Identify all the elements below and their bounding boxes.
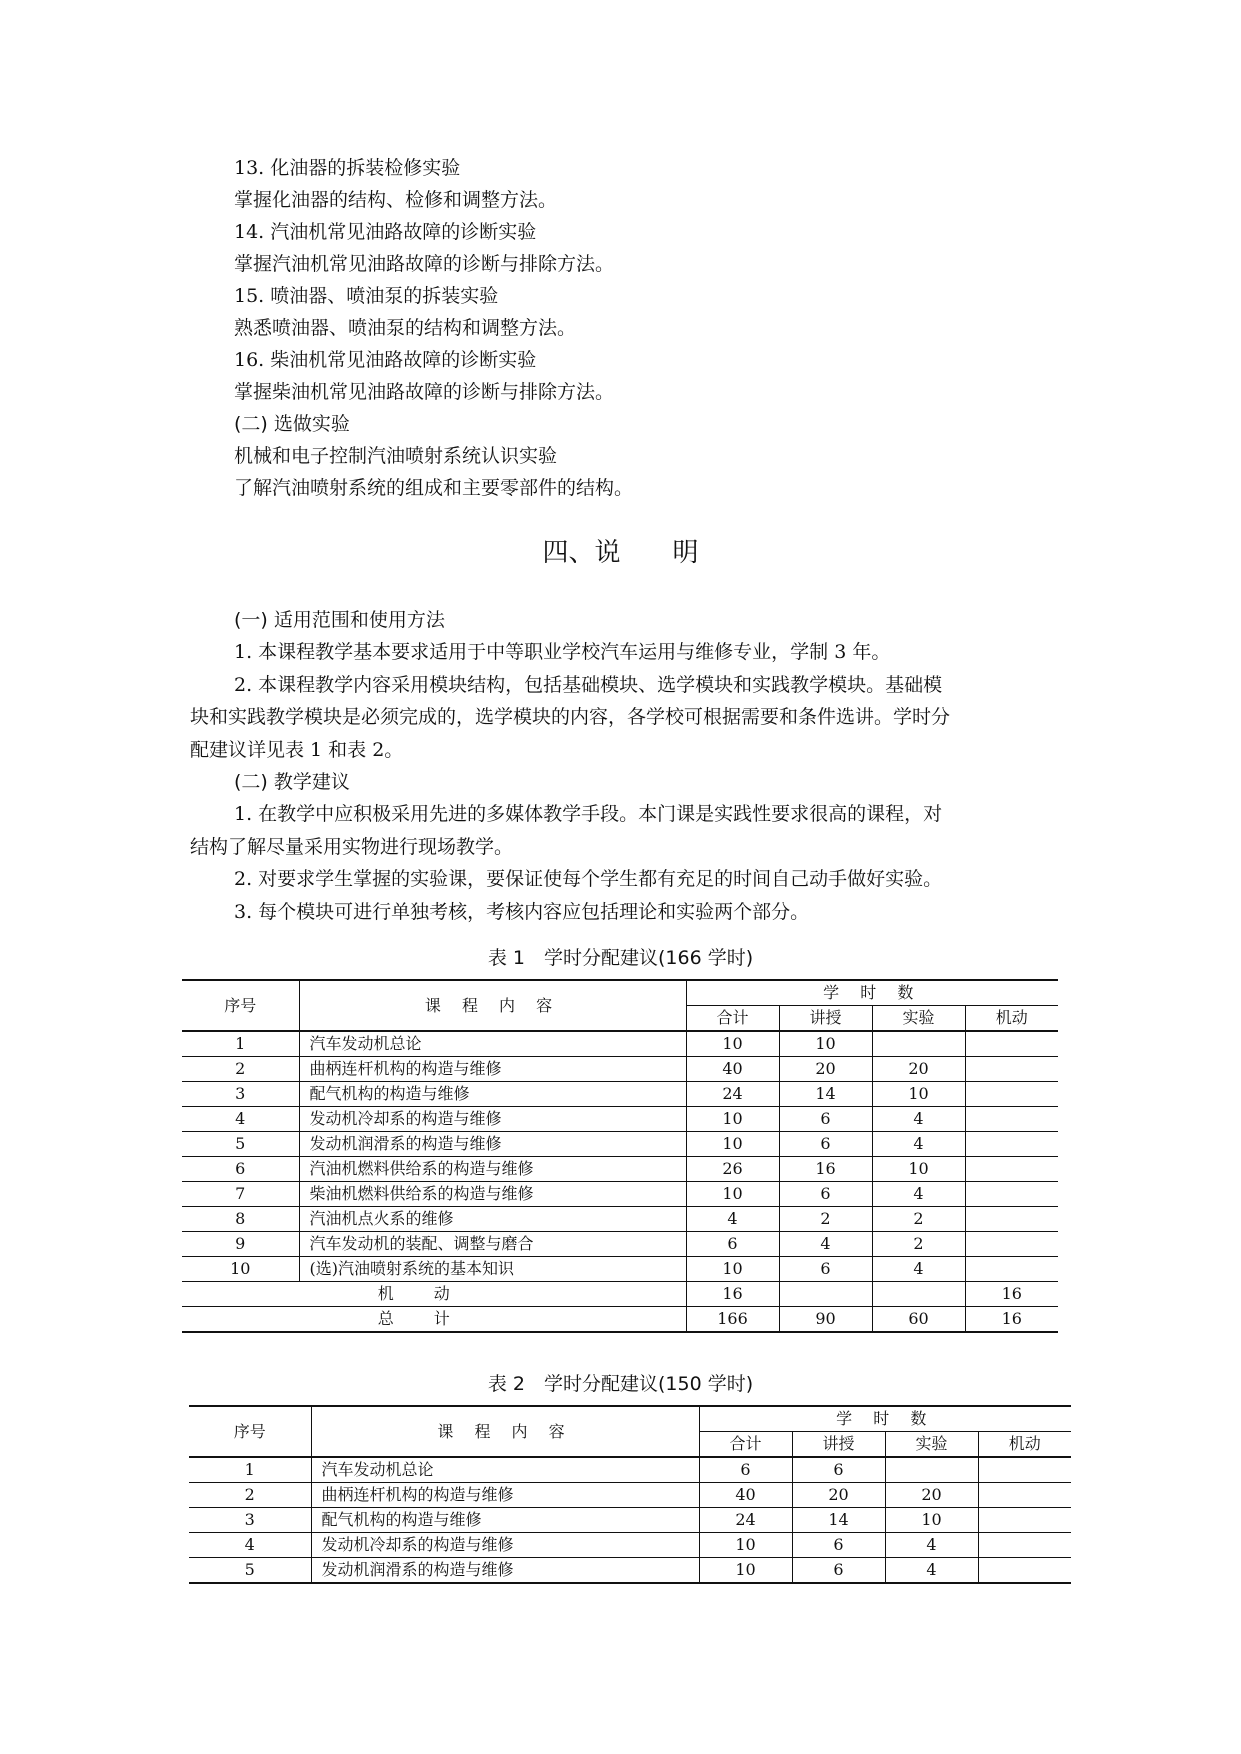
subsection-heading: (二) 教学建议 [234, 771, 350, 793]
table-cell [965, 1257, 1058, 1282]
table-cell [965, 1207, 1058, 1232]
header-total: 合计 [686, 1006, 779, 1032]
table-cell: 40 [686, 1057, 779, 1082]
text-line: 3. 每个模块可进行单独考核，考核内容应包括理论和实验两个部分。 [234, 900, 810, 923]
table-row [189, 1483, 1071, 1508]
table-row [182, 1157, 1058, 1182]
text-line: 掌握化油器的结构、检修和调整方法。 [234, 189, 558, 211]
table-cell: 4 [686, 1207, 779, 1232]
table-cell: 10 [872, 1082, 965, 1107]
table-row [182, 1132, 1058, 1157]
table-cell: 4 [872, 1132, 965, 1157]
table-cell: 10 [182, 1257, 299, 1282]
table-cell: 24 [699, 1508, 792, 1533]
header-lab: 实验 [885, 1432, 978, 1458]
table-cell: 曲柄连杆机构的构造与维修 [299, 1057, 686, 1082]
table-cell: 20 [779, 1057, 872, 1082]
table-cell: 10 [686, 1107, 779, 1132]
table-cell: 发动机冷却系的构造与维修 [311, 1533, 699, 1558]
table-cell: 6 [779, 1107, 872, 1132]
table-cell: 10 [699, 1533, 792, 1558]
table-cell: 汽车发动机总论 [311, 1457, 699, 1483]
header-lecture: 讲授 [779, 1006, 872, 1032]
table-cell [978, 1558, 1071, 1584]
table-cell: 6 [699, 1457, 792, 1483]
table-cell: 60 [872, 1307, 965, 1333]
table-cell: 4 [885, 1558, 978, 1584]
header-flex: 机动 [978, 1432, 1071, 1458]
table-cell: 4 [779, 1232, 872, 1257]
table-cell: 总计 [182, 1307, 686, 1333]
table-cell: 10 [699, 1558, 792, 1584]
table-cell: 4 [885, 1533, 978, 1558]
table-cell [965, 1157, 1058, 1182]
table-cell: 配气机构的构造与维修 [299, 1082, 686, 1107]
table-cell: 机动 [182, 1282, 686, 1307]
table-cell: 14 [779, 1082, 872, 1107]
total-row [182, 1307, 1058, 1333]
table-cell: 20 [872, 1057, 965, 1082]
header-content: 课 程 内 容 [299, 980, 686, 1031]
header-no: 序号 [189, 1406, 311, 1457]
header-lab: 实验 [872, 1006, 965, 1032]
text-line: 2. 本课程教学内容采用模块结构，包括基础模块、选学模块和实践教学模块。基础模 [234, 673, 943, 696]
table-cell: 2 [779, 1207, 872, 1232]
table-row [182, 1057, 1058, 1082]
table-cell: 6 [792, 1558, 885, 1584]
text-line: 掌握汽油机常见油路故障的诊断与排除方法。 [234, 253, 615, 275]
table-cell: 4 [872, 1257, 965, 1282]
table-cell: 汽油机燃料供给系的构造与维修 [299, 1157, 686, 1182]
table-cell [978, 1457, 1071, 1483]
table-cell [978, 1533, 1071, 1558]
table-row [189, 1457, 1071, 1483]
table-cell: 4 [872, 1182, 965, 1207]
text-line: 熟悉喷油器、喷油泵的结构和调整方法。 [234, 317, 577, 339]
table-cell: 8 [182, 1207, 299, 1232]
subsection-heading: (二) 选做实验 [234, 413, 350, 435]
table-cell: 2 [872, 1207, 965, 1232]
table-cell: 6 [779, 1132, 872, 1157]
table-cell: 10 [686, 1031, 779, 1057]
header-hours: 学 时 数 [686, 980, 1058, 1006]
text-line: 1. 在教学中应积极采用先进的多媒体教学手段。本门课是实践性要求很高的课程，对 [234, 803, 943, 826]
table-cell: 发动机润滑系的构造与维修 [311, 1558, 699, 1584]
table1 [182, 979, 1058, 1333]
table-cell: 4 [872, 1107, 965, 1132]
table-cell: 20 [792, 1483, 885, 1508]
table-row [182, 1182, 1058, 1207]
table-cell: 9 [182, 1232, 299, 1257]
table-cell [965, 1107, 1058, 1132]
table-cell [965, 1232, 1058, 1257]
text-line: 15. 喷油器、喷油泵的拆装实验 [234, 285, 499, 307]
table-cell: 6 [779, 1257, 872, 1282]
table-cell: 16 [686, 1282, 779, 1307]
text-line: 块和实践教学模块是必须完成的，选学模块的内容，各学校可根据需要和条件选讲。学时分 [190, 706, 951, 729]
text-line: 配建议详见表 1 和表 2。 [190, 738, 404, 761]
table-cell [978, 1508, 1071, 1533]
table-cell: 16 [965, 1307, 1058, 1333]
table-cell: 10 [779, 1031, 872, 1057]
table-row [189, 1508, 1071, 1533]
table-cell: 2 [182, 1057, 299, 1082]
table-cell [872, 1282, 965, 1307]
table-cell [965, 1082, 1058, 1107]
table-cell: 6 [686, 1232, 779, 1257]
table-cell [872, 1031, 965, 1057]
table-row [182, 1207, 1058, 1232]
table-cell: 5 [182, 1132, 299, 1157]
header-flex: 机动 [965, 1006, 1058, 1032]
table-cell: 5 [189, 1558, 311, 1584]
table-cell [978, 1483, 1071, 1508]
table-cell: 14 [792, 1508, 885, 1533]
table-cell: 40 [699, 1483, 792, 1508]
text-line: 2. 对要求学生掌握的实验课，要保证使每个学生都有充足的时间自己动手做好实验。 [234, 868, 943, 891]
table-cell: 4 [182, 1107, 299, 1132]
table2-caption: 表 2 学时分配建议(150 学时) [487, 1373, 754, 1395]
section-title: 四、说 明 [542, 538, 699, 568]
table-cell: 26 [686, 1157, 779, 1182]
table-cell: 发动机冷却系的构造与维修 [299, 1107, 686, 1132]
text-line: 机械和电子控制汽油喷射系统认识实验 [234, 445, 558, 467]
table-cell [779, 1282, 872, 1307]
table-cell: 汽车发动机的装配、调整与磨合 [299, 1232, 686, 1257]
flex-row [182, 1282, 1058, 1307]
table-cell: (选)汽油喷射系统的基本知识 [299, 1257, 686, 1282]
header-hours: 学 时 数 [699, 1406, 1071, 1432]
header-total: 合计 [699, 1432, 792, 1458]
subsection-heading: (一) 适用范围和使用方法 [234, 609, 445, 631]
table-row [189, 1533, 1071, 1558]
table-cell: 汽油机点火系的维修 [299, 1207, 686, 1232]
table-row [182, 1107, 1058, 1132]
table-cell: 90 [779, 1307, 872, 1333]
table-cell: 10 [686, 1182, 779, 1207]
text-line: 1. 本课程教学基本要求适用于中等职业学校汽车运用与维修专业，学制 3 年。 [234, 641, 891, 664]
table-row [182, 1257, 1058, 1282]
table-cell: 10 [885, 1508, 978, 1533]
table-cell: 3 [182, 1082, 299, 1107]
table-row [182, 1082, 1058, 1107]
table-cell [965, 1031, 1058, 1057]
table-cell: 曲柄连杆机构的构造与维修 [311, 1483, 699, 1508]
table-cell: 6 [792, 1457, 885, 1483]
table-cell: 166 [686, 1307, 779, 1333]
table-cell: 1 [189, 1457, 311, 1483]
text-line: 13. 化油器的拆装检修实验 [234, 157, 461, 179]
text-line: 掌握柴油机常见油路故障的诊断与排除方法。 [234, 381, 615, 403]
table-cell: 2 [872, 1232, 965, 1257]
table-cell: 2 [189, 1483, 311, 1508]
text-line: 16. 柴油机常见油路故障的诊断实验 [234, 349, 537, 371]
table2 [189, 1405, 1071, 1584]
table-cell: 10 [872, 1157, 965, 1182]
table-cell [965, 1132, 1058, 1157]
table-cell: 7 [182, 1182, 299, 1207]
table-cell: 20 [885, 1483, 978, 1508]
table-cell: 24 [686, 1082, 779, 1107]
table1-caption: 表 1 学时分配建议(166 学时) [487, 947, 754, 969]
header-content: 课 程 内 容 [311, 1406, 699, 1457]
table-cell: 发动机润滑系的构造与维修 [299, 1132, 686, 1157]
table-cell: 柴油机燃料供给系的构造与维修 [299, 1182, 686, 1207]
text-line: 结构了解尽量采用实物进行现场教学。 [190, 835, 514, 858]
table-cell: 6 [182, 1157, 299, 1182]
table-cell: 10 [686, 1132, 779, 1157]
table-cell [885, 1457, 978, 1483]
table-cell: 6 [792, 1533, 885, 1558]
text-line: 了解汽油喷射系统的组成和主要零部件的结构。 [234, 477, 634, 499]
table-cell: 配气机构的构造与维修 [311, 1508, 699, 1533]
table-cell: 4 [189, 1533, 311, 1558]
table-cell: 6 [779, 1182, 872, 1207]
table-cell: 10 [686, 1257, 779, 1282]
table-row [182, 1031, 1058, 1057]
table-cell: 16 [965, 1282, 1058, 1307]
table-cell: 1 [182, 1031, 299, 1057]
table-cell [965, 1057, 1058, 1082]
table-cell: 16 [779, 1157, 872, 1182]
header-lecture: 讲授 [792, 1432, 885, 1458]
table-cell [965, 1182, 1058, 1207]
text-line: 14. 汽油机常见油路故障的诊断实验 [234, 221, 537, 243]
table-row [189, 1558, 1071, 1584]
header-no: 序号 [182, 980, 299, 1031]
table-cell: 3 [189, 1508, 311, 1533]
table-cell: 汽车发动机总论 [299, 1031, 686, 1057]
table-row [182, 1232, 1058, 1257]
